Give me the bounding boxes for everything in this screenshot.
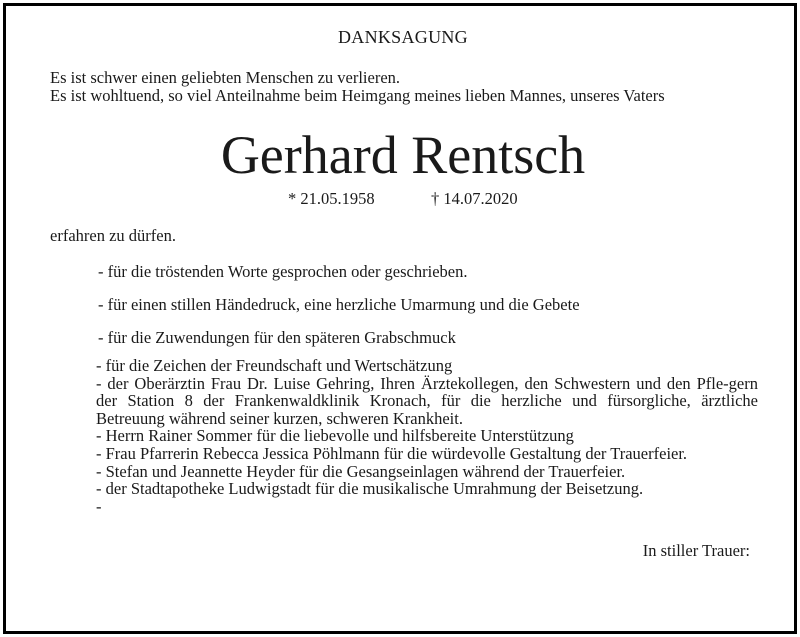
death-date: † 14.07.2020 [431,189,518,208]
deceased-name: Gerhard Rentsch [220,125,586,185]
thanks-item-heyder: - Stefan und Jeannette Heyder für die Gesangseinlagen während der Trauerfeier. [96,461,626,481]
thanks-item-sommer: - Herrn Rainer Sommer für die liebevolle und hilfsbereite Unterstützung [96,426,574,446]
thanks-item-pharmacy: - der Stadtapotheke Ludwigstadt für die musikalische Umrahmung der Beisetzung. [96,479,644,499]
thanks-item-friendship: - für die Zeichen der Freundschaft und Wertschätzung [96,356,453,375]
thanks-item-handshake: - für einen stillen Händedruck, eine herzliche Umarmung und die Gebete [98,295,580,314]
intro-line-2: Es ist wohltuend, so viel Anteilnahme beim Heimgang meines lieben Mannes, unseres Vaters [50,86,665,105]
thanks-item-hospital: - der Oberärztin Frau Dr. Luise Gehring, Ihren Ärztekollegen, den Schwestern und den Pfle-gern der Station 8 der Frankenwaldklinik Kronach, für die herzliche und fürsorgliche, ärztliche Betreuung während seiner kurzen, schweren Krankheit. [96,373,758,428]
continuation-text: erfahren zu dürfen. [50,226,176,245]
thanks-item-words: - für die tröstenden Worte gesprochen oder geschrieben. [98,262,468,281]
signoff-text: In stiller Trauer: [642,541,750,560]
thanks-item-empty: - [96,496,102,516]
intro-line-1: Es ist schwer einen geliebten Menschen zu verlieren. [50,68,401,87]
notice-heading: DANKSAGUNG [337,27,468,47]
thanks-list [96,357,758,515]
notice-frame [3,3,797,634]
thanks-item-grave-decoration: - für die Zuwendungen für den späteren Grabschmuck [98,328,456,347]
birth-date: * 21.05.1958 [288,189,375,208]
thanks-item-pastor: - Frau Pfarrerin Rebecca Jessica Pöhlmann für die würdevolle Gestaltung der Trauerfeier. [96,443,688,463]
